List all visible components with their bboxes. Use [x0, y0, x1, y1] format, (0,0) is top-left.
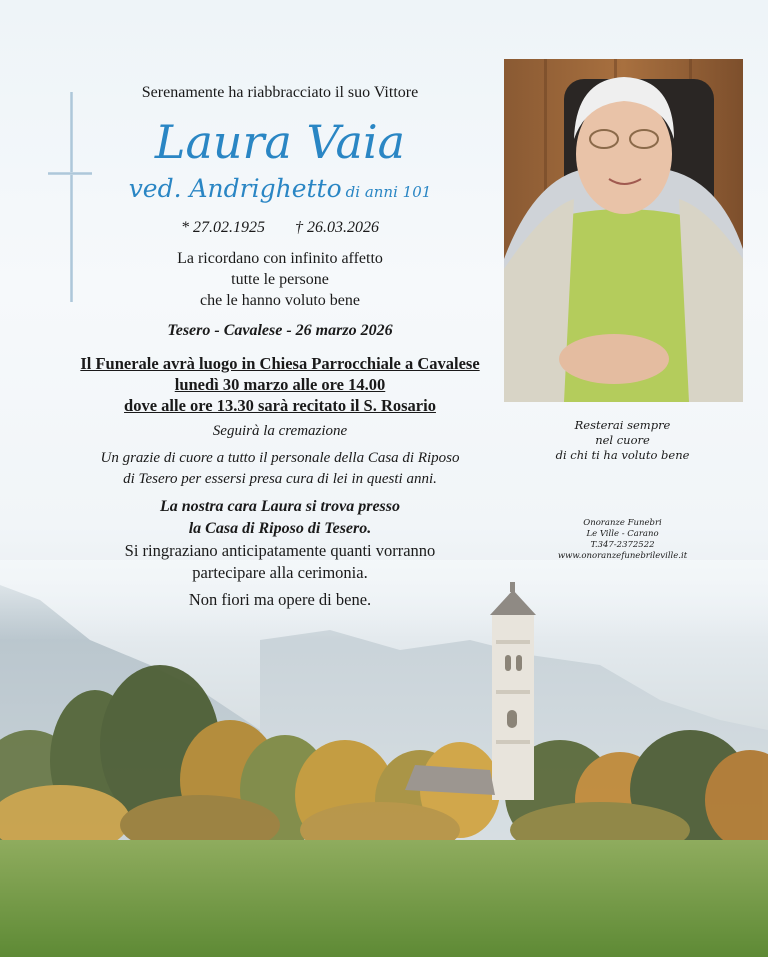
remembered-line: La ricordano con infinito affetto [177, 250, 383, 267]
married-name: ved. Andrighetto [128, 174, 342, 203]
remembered-line: che le hanno voluto bene [200, 292, 360, 309]
flowers-note: Non fiori ma opere di bene. [188, 590, 372, 609]
funeral-line: lunedì 30 marzo alle ore 14.00 [174, 375, 386, 394]
intro-text: Serenamente ha riabbracciato il suo Vittore [141, 84, 419, 101]
funeral-line: Il Funerale avrà luogo in Chiesa Parrocchiale a Cavalese [80, 354, 480, 373]
funeral-line: dove alle ore 13.30 sarà recitato il S. Rosario [124, 396, 436, 415]
portrait-illustration [504, 59, 743, 402]
remembered-line: tutte le persone [231, 271, 329, 288]
married-name-line [60, 172, 500, 210]
death-date: † 26.03.2026 [295, 219, 379, 236]
location-line: La nostra cara Laura si trova presso [159, 498, 401, 515]
agency-name: Onoranze Funebri [583, 518, 662, 528]
location-line: la Casa di Riposo di Tesero. [188, 520, 372, 537]
birth-date: * 27.02.1925 [181, 219, 265, 236]
age: di anni 101 [345, 183, 432, 201]
agency-website: www.onoranzefunebrileville.it [557, 551, 688, 561]
thanks-block [40, 448, 520, 490]
location-block [60, 496, 500, 540]
deceased-name: Laura Vaia [154, 115, 406, 169]
funeral-block [30, 353, 530, 416]
bell-tower [490, 582, 536, 800]
caption-line: nel cuore [595, 433, 650, 447]
portrait-photo [504, 59, 743, 402]
thanks-line: Un grazie di cuore a tutto il personale della Casa di Riposo [100, 450, 460, 466]
remembered-block [80, 248, 480, 311]
dates [80, 219, 480, 237]
funeral-agency [540, 518, 705, 562]
place-date: Tesero - Cavalese - 26 marzo 2026 [167, 322, 393, 339]
church-roof [405, 765, 495, 795]
advance-thanks-block [60, 540, 500, 584]
advance-thanks-line: Si ringraziano anticipatamente quanti vorranno [124, 541, 436, 560]
agency-location: Le Ville - Carano [586, 529, 659, 539]
cremation: Seguirà la cremazione [212, 423, 348, 439]
caption-line: Resterai sempre [574, 418, 671, 432]
photo-caption [530, 418, 715, 463]
thanks-line: di Tesero per essersi presa cura di lei in questi anni. [123, 471, 437, 487]
caption-line: di chi ti ha voluto bene [555, 448, 690, 462]
agency-phone: T.347-2372522 [590, 540, 655, 550]
advance-thanks-line: partecipare alla cerimonia. [192, 563, 368, 582]
